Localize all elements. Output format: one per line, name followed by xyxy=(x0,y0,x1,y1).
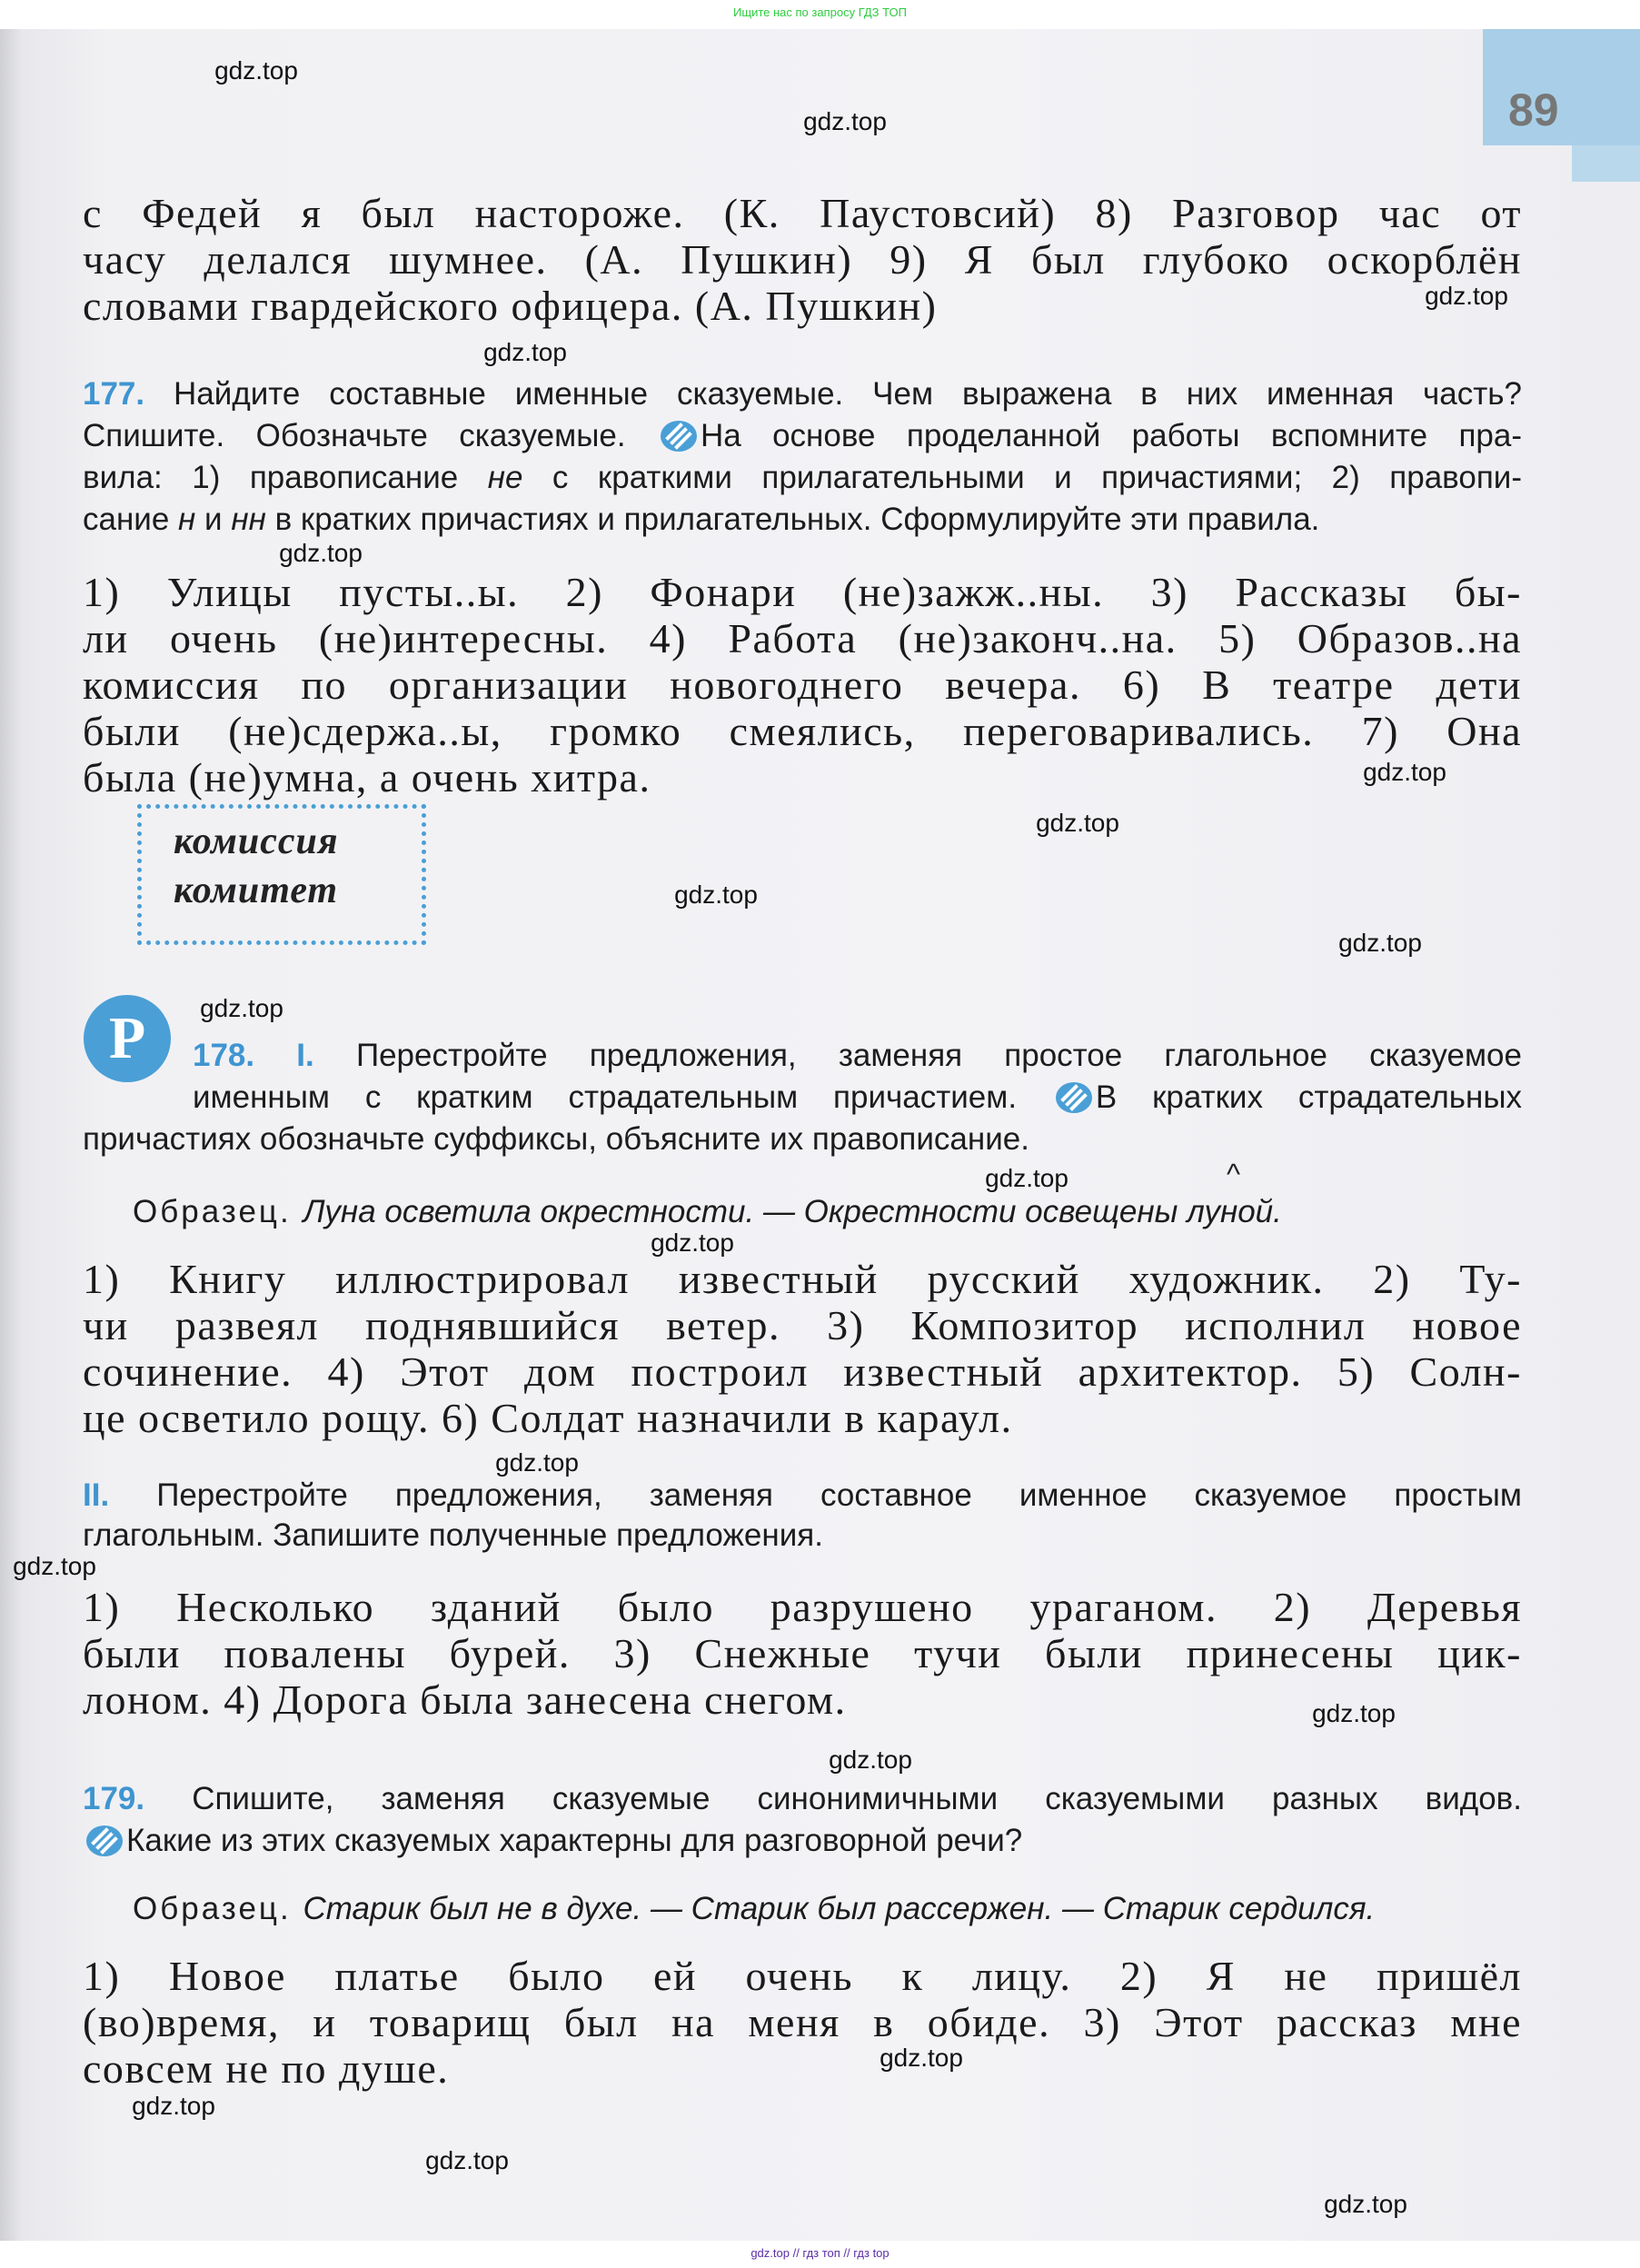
search-hint: Ищите нас по запросу ГДЗ ТОП xyxy=(733,5,907,19)
text-segment: в кратких причастиях и прилагательных. Сформулируйте эти правила. xyxy=(265,502,1320,537)
text-segment: вила: 1) правописание xyxy=(83,460,488,495)
text-segment: сочинение. 4) Этот дом построил известный архитектор. 5) Солн- xyxy=(83,1348,1522,1395)
watermark-text: gdz.top xyxy=(1312,1699,1396,1727)
intro-line xyxy=(83,191,1522,237)
page-corner-tab xyxy=(1483,29,1640,145)
text-segment: це осветило рощу. 6) Солдат назначили в караул. xyxy=(83,1395,1013,1441)
watermark-text: gdz.top xyxy=(200,994,283,1022)
watermark-text: gdz.top xyxy=(495,1448,579,1477)
footer-links: gdz.top // гдз топ // гдз top xyxy=(750,2246,890,2260)
watermark-text: gdz.top xyxy=(674,880,758,909)
ex178-task-line xyxy=(83,1121,1522,1158)
text-segment: 1) Новое платье было ей очень к лицу. 2) Я не пришёл xyxy=(83,1953,1522,1999)
watermark-text: gdz.top xyxy=(214,56,298,85)
text-segment: ли очень (не)интересны. 4) Работа (не)законч..на. 5) Образов..на xyxy=(83,615,1522,662)
text-segment: 1) Несколько зданий было разрушено ураганом. 2) Деревья xyxy=(83,1584,1522,1630)
ex178-task2-line xyxy=(83,1517,1522,1554)
ex178-text-line xyxy=(83,1303,1522,1349)
text-segment: Перестройте предложения, заменяя составное именное сказуемое простым xyxy=(156,1477,1522,1513)
ex178-task-line xyxy=(193,1038,1522,1074)
ex178-sample-line xyxy=(133,1194,1522,1230)
p-badge-icon: Р xyxy=(84,995,171,1082)
text-segment: глагольным. Запишите полученные предложения. xyxy=(83,1517,823,1553)
watermark-text: gdz.top xyxy=(483,338,567,366)
text-segment: 1) Книгу иллюстрировал известный русский художник. 2) Ту- xyxy=(83,1256,1522,1302)
ex179-task-line xyxy=(83,1823,1522,1859)
vocabulary-box xyxy=(137,804,426,945)
text-segment: комиссия по организации новогоднего вечера. 6) В театре дети xyxy=(83,662,1522,708)
ex178-text2-line xyxy=(83,1676,1522,1727)
ex178-text-line xyxy=(83,1396,1522,1442)
text-segment: с Федей я был настороже. (К. Паустовсий) 8) Разговор час от xyxy=(83,190,1522,236)
ex178-text-line xyxy=(83,1257,1522,1303)
text-segment: Образец. xyxy=(133,1891,303,1926)
watermark-text: gdz.top xyxy=(1324,2190,1407,2218)
text-segment: чи развеял поднявшийся ветер. 3) Композитор исполнил новое xyxy=(83,1302,1522,1348)
watermark-text: gdz.top xyxy=(1425,282,1508,310)
text-segment: были повалены бурей. 3) Снежные тучи были принесены цик- xyxy=(83,1630,1522,1676)
text-segment: 1) Улицы пусты..ы. 2) Фонари (не)зажж..ны. 3) Рассказы бы- xyxy=(83,569,1522,615)
ex177-task-line xyxy=(83,418,1522,454)
pencil-icon xyxy=(86,1825,123,1856)
ex179-sample-line xyxy=(133,1891,1522,1927)
exercise-number: 178. I. xyxy=(193,1038,356,1073)
text-segment: Перестройте предложения, заменяя простое глагольное сказуемое xyxy=(355,1038,1522,1073)
vocab-word: комиссия xyxy=(174,821,339,862)
ex179-text-line xyxy=(83,1954,1522,2000)
watermark-text: gdz.top xyxy=(985,1164,1068,1192)
ex177-text-line xyxy=(83,755,1522,801)
watermark-text: gdz.top xyxy=(132,2092,215,2120)
intro-line xyxy=(83,284,1522,330)
watermark-text: gdz.top xyxy=(1363,758,1446,786)
exercise-number: 177. xyxy=(83,376,174,412)
page-corner-tab-edge xyxy=(1572,145,1640,182)
watermark-text: gdz.top xyxy=(13,1552,96,1580)
text-segment: Образец. xyxy=(133,1194,303,1229)
ex177-text-line xyxy=(83,616,1522,662)
text-segment: Спишите. Обозначьте сказуемые. xyxy=(83,418,657,453)
ex179-text-line xyxy=(83,2046,1522,2093)
text-segment: Луна осветила окрестности. — Окрестности освещены луной. xyxy=(303,1194,1282,1229)
ex178-task2-line xyxy=(83,1477,1522,1514)
text-segment: На основе проделанной работы вспомните пра- xyxy=(700,418,1522,453)
ex179-task-line xyxy=(83,1781,1522,1817)
text-segment: Старик был не в духе. — Старик был рассержен. — Старик сердился. xyxy=(303,1891,1376,1926)
ex177-text-line xyxy=(83,662,1522,709)
vocab-word: комитет xyxy=(174,870,339,911)
stress-caret-mark: ^ xyxy=(1227,1158,1241,1190)
ex178-text-line xyxy=(83,1349,1522,1396)
text-segment: были (не)сдержа..ы, громко смеялись, переговаривались. 7) Она xyxy=(83,708,1522,754)
text-segment: совсем не по душе. xyxy=(83,2045,450,2092)
watermark-text: gdz.top xyxy=(1338,929,1422,957)
watermark-text: gdz.top xyxy=(1036,809,1119,837)
text-segment: (во)время, и товарищ был на меня в обиде. 3) Этот рассказ мне xyxy=(83,1999,1522,2045)
text-segment: Спишите, заменяя сказуемые синонимичными сказуемыми разных видов. xyxy=(192,1781,1522,1816)
intro-line xyxy=(83,237,1522,284)
exercise-number: II. xyxy=(83,1477,157,1513)
text-segment: В кратких страдательных xyxy=(1095,1079,1522,1115)
text-segment: лоном. 4) Дорога была занесена снегом. xyxy=(83,1676,847,1723)
watermark-text: gdz.top xyxy=(829,1746,912,1774)
ex178-task-line xyxy=(193,1079,1522,1116)
text-segment: Найдите составные именные сказуемые. Чем выражена в них именная часть? xyxy=(174,376,1522,412)
watermark-text: gdz.top xyxy=(425,2146,509,2174)
watermark-text: gdz.top xyxy=(651,1228,734,1257)
ex178-text2-line xyxy=(83,1631,1522,1677)
pencil-icon xyxy=(1056,1082,1092,1113)
text-segment: с краткими прилагательными и причастиями; 2) правопи- xyxy=(522,460,1522,495)
exercise-number: 179. xyxy=(83,1781,193,1816)
text-segment: и xyxy=(195,502,232,537)
text-segment: нн xyxy=(231,502,266,537)
ex177-task-line xyxy=(83,460,1522,496)
text-segment: часу делался шумнее. (А. Пушкин) 9) Я был глубоко оскорблён xyxy=(83,236,1522,283)
text-segment: именным с кратким страдательным причастием. xyxy=(193,1079,1052,1115)
text-segment: не xyxy=(487,460,523,495)
ex177-task-line xyxy=(83,502,1522,538)
ex178-text2-line xyxy=(83,1585,1522,1631)
ex177-task-line xyxy=(83,376,1522,413)
text-segment: была (не)умна, а очень хитра. xyxy=(83,754,651,801)
ex177-text-line xyxy=(83,570,1522,616)
text-segment: н xyxy=(178,502,196,537)
watermark-text: gdz.top xyxy=(880,2044,963,2072)
ex177-text-line xyxy=(83,709,1522,755)
text-segment: Какие из этих сказуемых характерны для разговорной речи? xyxy=(126,1823,1023,1858)
page-number: 89 xyxy=(1508,85,1559,135)
text-segment: словами гвардейского офицера. (А. Пушкин) xyxy=(83,283,938,329)
pencil-icon xyxy=(661,421,697,452)
watermark-text: gdz.top xyxy=(803,107,887,135)
text-segment: причастиях обозначьте суффиксы, объясните их правописание. xyxy=(83,1121,1029,1157)
text-segment: сание xyxy=(83,502,179,537)
ex179-text-line xyxy=(83,2000,1522,2046)
watermark-text: gdz.top xyxy=(279,539,363,567)
